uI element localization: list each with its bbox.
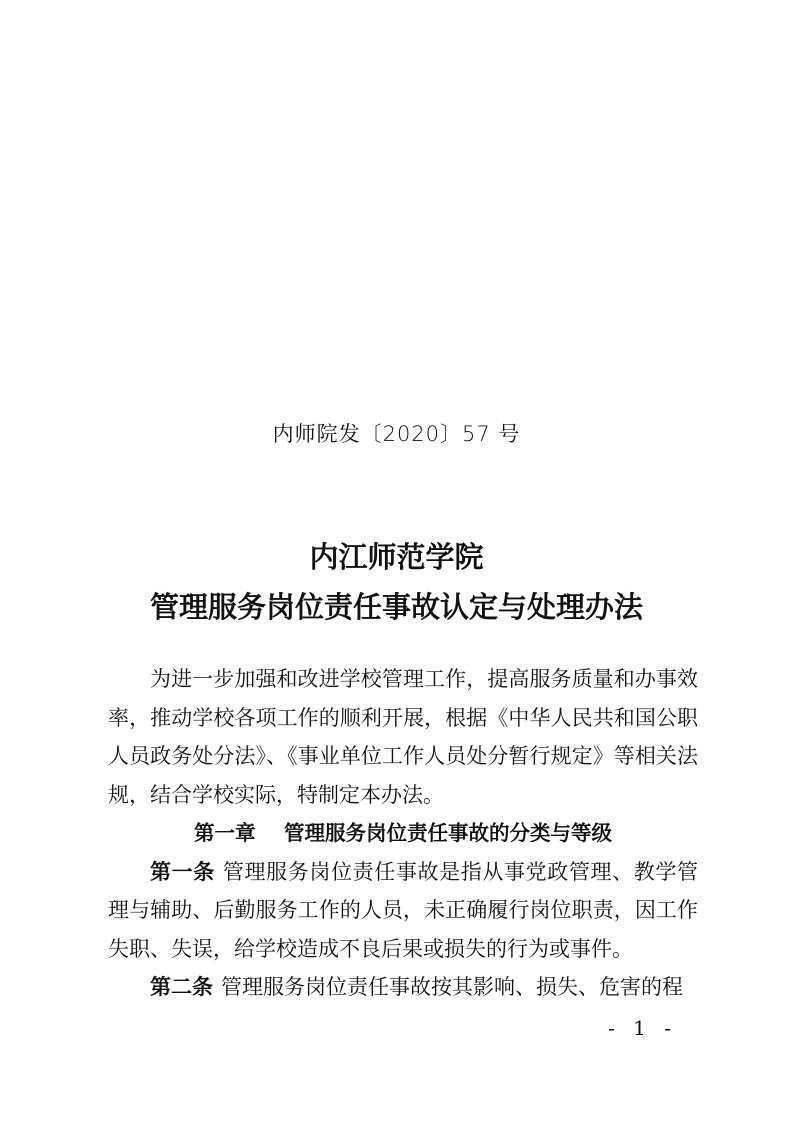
chapter-label: 第一章	[193, 821, 256, 845]
article-paragraph	[108, 853, 698, 969]
article-text: 管理服务岗位责任事故按其影响、损失、危害的程	[221, 975, 683, 999]
chapter-title: 管理服务岗位责任事故的分类与等级	[284, 821, 613, 845]
article-paragraph	[108, 968, 698, 1007]
article-text: 管理服务岗位责任事故是指从事党政管理、教学管理与辅助、后勤服务工作的人员，未正确履行岗位职责，因工作失职、失误，给学校造成不良后果或损失的行为或事件。	[108, 859, 698, 961]
preamble-paragraph: 为进一步加强和改进学校管理工作，提高服务质量和办事效率，推动学校各项工作的顺利开展，根据《中华人民共和国公职人员政务处分法》、《事业单位工作人员处分暂行规定》等相关法规，结合学校实际，特制定本办法。	[108, 667, 698, 807]
article-label: 第二条	[150, 975, 213, 999]
document-body	[108, 660, 698, 1007]
article-label: 第一条	[150, 859, 215, 884]
title-line-1: 内江师范学院	[309, 540, 484, 574]
chapter-heading	[108, 814, 698, 853]
page-number: - 1 -	[608, 1016, 677, 1040]
document-number: 内师院发〔2020〕57 号	[272, 422, 521, 446]
document-title	[0, 532, 793, 632]
title-line-2: 管理服务岗位责任事故认定与处理办法	[149, 590, 643, 624]
